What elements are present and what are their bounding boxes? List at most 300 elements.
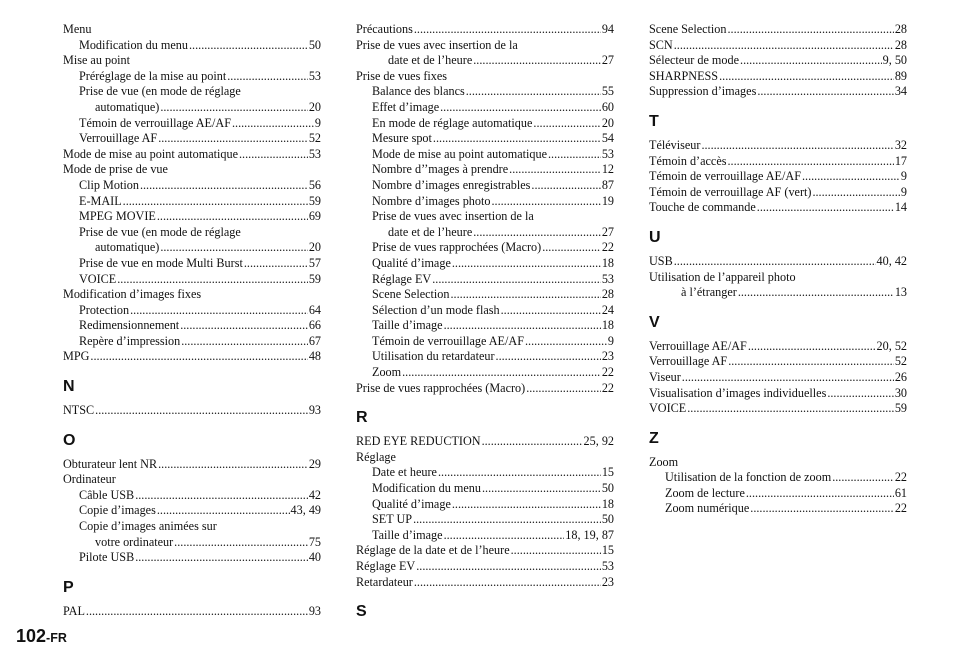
index-entry — [356, 209, 614, 225]
dot-leader — [414, 575, 601, 591]
index-entry-page: 67 — [308, 333, 321, 348]
index-entry-page: 89 — [894, 68, 907, 83]
index-letter-heading: T — [649, 112, 659, 130]
index-entry — [356, 178, 614, 194]
index-entry — [649, 69, 907, 85]
index-entry-page: 30 — [894, 385, 907, 400]
dot-leader — [728, 354, 894, 370]
index-entry — [649, 38, 907, 54]
index-entry-term: Effet d’image — [372, 99, 440, 114]
index-entry-term: Scene Selection — [372, 287, 450, 302]
dot-leader — [526, 381, 601, 397]
index-entry-term: Préréglage de la mise au point — [79, 68, 227, 83]
index-entry — [63, 403, 321, 419]
index-entry-page: 20 — [601, 115, 614, 130]
index-entry-page: 61 — [894, 485, 907, 500]
dot-leader — [239, 147, 308, 163]
dot-leader — [444, 318, 601, 334]
index-entry-term: Mesure spot — [372, 131, 432, 146]
index-entry-term: Modification du menu — [79, 37, 188, 52]
index-entry — [63, 604, 321, 620]
dot-leader — [135, 550, 308, 566]
index-entry — [356, 22, 614, 38]
index-entry-term: PAL — [63, 603, 85, 618]
index-entry — [63, 22, 321, 38]
index-entry-page: 50 — [601, 512, 614, 527]
index-entry — [649, 22, 907, 38]
dot-leader — [757, 84, 894, 100]
dot-leader — [140, 178, 308, 194]
index-entry — [63, 457, 321, 473]
dot-leader — [438, 465, 601, 481]
index-letter-heading: V — [649, 313, 660, 331]
index-entry-page: 50 — [601, 481, 614, 496]
index-entry-term: Mode de prise de vue — [63, 162, 168, 177]
dot-leader — [157, 503, 290, 519]
index-entry — [649, 53, 907, 69]
index-entry-term: date et de l’heure — [388, 53, 473, 68]
index-entry-term: Nombre d’images enregistrables — [372, 177, 531, 192]
dot-leader — [531, 178, 600, 194]
index-entry-term: NTSC — [63, 403, 95, 418]
index-entry-term: Verrouillage AF — [79, 131, 158, 146]
index-entry-page: 53 — [308, 68, 321, 83]
index-entry — [63, 178, 321, 194]
index-entry — [63, 116, 321, 132]
dot-leader — [440, 100, 601, 116]
dot-leader — [90, 349, 307, 365]
index-entry-page: 52 — [308, 131, 321, 146]
index-entry — [356, 147, 614, 163]
index-letter-heading: Z — [649, 429, 659, 447]
index-entry-term: MPG — [63, 349, 90, 364]
index-entry-page: 50 — [308, 37, 321, 52]
index-entry-page: 14 — [894, 200, 907, 215]
dot-leader — [414, 22, 601, 38]
index-entry-page: 34 — [894, 84, 907, 99]
index-entry — [649, 270, 907, 286]
index-letter-heading: O — [63, 431, 76, 449]
index-entry — [63, 334, 321, 350]
index-entry — [356, 38, 614, 54]
index-entry-term: Clip Motion — [79, 177, 139, 192]
index-entry — [63, 69, 321, 85]
dot-leader — [674, 254, 876, 270]
index-entry-page: 56 — [308, 177, 321, 192]
dot-leader — [728, 22, 894, 38]
index-entry — [63, 131, 321, 147]
index-entry-term: VOICE — [79, 271, 117, 286]
index-entry-term: Utilisation du retardateur — [372, 349, 495, 364]
index-entry-term: Prise de vues avec insertion de la — [372, 209, 534, 224]
index-entry — [63, 272, 321, 288]
dot-leader — [701, 138, 893, 154]
index-entry — [356, 116, 614, 132]
index-entry-page: 22 — [894, 501, 907, 516]
index-entry-page: 26 — [894, 369, 907, 384]
index-entry-term: Sélecteur de mode — [649, 53, 740, 68]
dot-leader — [501, 303, 601, 319]
index-entry-page: 18 — [601, 496, 614, 511]
index-entry — [356, 334, 614, 350]
index-entry-term: Nombre d’images photo — [372, 193, 491, 208]
index-entry — [63, 287, 321, 303]
index-entry-term: Mode de mise au point automatique — [63, 146, 238, 161]
index-column-2 — [356, 22, 614, 628]
index-entry — [63, 519, 321, 535]
dot-leader — [452, 497, 601, 513]
index-entry — [649, 200, 907, 216]
index-entry-page: 59 — [308, 193, 321, 208]
index-entry — [356, 194, 614, 210]
index-entry-term: Réglage de la date et de l’heure — [356, 543, 510, 558]
index-entry-term: Utilisation de la fonction de zoom — [665, 470, 832, 485]
index-entry-term: E-MAIL — [79, 193, 122, 208]
index-entry — [63, 225, 321, 241]
index-entry-term: Copie d’images animées sur — [79, 519, 217, 534]
index-entry-page: 59 — [308, 271, 321, 286]
index-entry-term: Menu — [63, 22, 92, 36]
index-entry-page: 12 — [601, 162, 614, 177]
index-entry-term: Pilote USB — [79, 550, 135, 565]
dot-leader — [719, 69, 894, 85]
dot-leader — [117, 272, 308, 288]
index-entry-term: Zoom numérique — [665, 501, 750, 516]
index-entry-page: 53 — [601, 146, 614, 161]
index-entry-page: 9, 50 — [882, 53, 907, 68]
index-entry-page: 28 — [894, 22, 907, 36]
index-entry — [649, 401, 907, 417]
index-entry-term: MPEG MOVIE — [79, 209, 156, 224]
index-entry-page: 40, 42 — [876, 253, 907, 268]
index-entry-term: automatique) — [95, 99, 160, 114]
index-entry-page: 87 — [601, 177, 614, 192]
index-entry-page: 23 — [601, 574, 614, 589]
index-entry — [649, 285, 907, 301]
index-entry-page: 23 — [601, 349, 614, 364]
index-entry — [356, 543, 614, 559]
index-entry-term: automatique) — [95, 240, 160, 255]
index-entry — [356, 100, 614, 116]
index-entry-page: 53 — [601, 559, 614, 573]
index-entry — [356, 450, 614, 466]
index-entry-term: Modification du menu — [372, 481, 481, 496]
index-entry-page: 53 — [308, 146, 321, 161]
index-entry-page: 43, 49 — [290, 503, 321, 518]
dot-leader — [135, 488, 308, 504]
index-entry — [649, 370, 907, 386]
index-entry-term: Mise au point — [63, 53, 131, 68]
dot-leader — [473, 225, 601, 241]
index-entry-term: En mode de réglage automatique — [372, 115, 533, 130]
index-entry — [649, 386, 907, 402]
dot-leader — [827, 386, 893, 402]
index-letter-heading: N — [63, 378, 75, 396]
index-entry-page: 66 — [308, 318, 321, 333]
index-entry-term: Qualité d’image — [372, 255, 451, 270]
index-entry-page: 9 — [900, 169, 907, 184]
index-entry-term: Balance des blancs — [372, 84, 465, 99]
dot-leader — [95, 403, 308, 419]
index-entry — [356, 53, 614, 69]
dot-leader — [174, 535, 308, 551]
index-entry-term: Témoin de verrouillage AE/AF — [372, 333, 524, 348]
index-entry-term: Témoin d’accès — [649, 153, 727, 168]
index-entry-page: 20 — [308, 240, 321, 255]
dot-leader — [832, 470, 894, 486]
dot-leader — [402, 365, 601, 381]
dot-leader — [740, 53, 882, 69]
index-entry — [356, 256, 614, 272]
dot-leader — [473, 53, 601, 69]
dot-leader — [548, 147, 601, 163]
page-number-value: 102 — [16, 626, 47, 646]
index-entry — [63, 53, 321, 69]
dot-leader — [533, 116, 600, 132]
index-entry-term: SET UP — [372, 512, 413, 527]
index-entry — [63, 209, 321, 225]
index-entry — [63, 147, 321, 163]
index-entry-term: Copie d’images — [79, 503, 156, 518]
index-entry — [356, 559, 614, 575]
index-entry-page: 18 — [601, 255, 614, 270]
index-entry-term: Verrouillage AE/AF — [649, 338, 747, 353]
index-entry-term: Suppression d’images — [649, 84, 757, 99]
dot-leader — [413, 512, 601, 528]
dot-leader — [746, 486, 894, 502]
index-entry — [356, 225, 614, 241]
dot-leader — [416, 559, 601, 575]
index-entry-term: Prise de vues rapprochées (Macro) — [372, 240, 542, 255]
index-entry-term: Modification d’images fixes — [63, 287, 202, 302]
index-entry-page: 29 — [308, 456, 321, 471]
index-entry-page: 64 — [308, 302, 321, 317]
dot-leader — [451, 287, 601, 303]
index-entry-term: Prise de vues rapprochées (Macro) — [356, 380, 526, 395]
dot-leader — [244, 256, 308, 272]
index-entry-page: 93 — [308, 403, 321, 418]
dot-leader — [158, 457, 308, 473]
index-entry-page: 24 — [601, 302, 614, 317]
index-entry-page: 20 — [308, 99, 321, 114]
index-entry — [356, 365, 614, 381]
dot-leader — [511, 543, 601, 559]
index-entry — [356, 131, 614, 147]
index-entry-page: 54 — [601, 131, 614, 146]
page-number-suffix: -FR — [46, 631, 67, 645]
dot-leader — [181, 334, 308, 350]
index-entry-page: 9 — [607, 333, 614, 348]
index-entry — [63, 349, 321, 365]
index-entry-term: Protection — [79, 302, 130, 317]
index-entry-page: 20, 52 — [876, 338, 907, 353]
index-entry — [649, 154, 907, 170]
index-entry-page: 53 — [601, 271, 614, 286]
dot-leader — [738, 285, 894, 301]
dot-leader — [158, 131, 308, 147]
index-entry-page: 27 — [601, 53, 614, 68]
index-entry-term: Réglage EV — [356, 559, 416, 573]
index-entry-term: RED EYE REDUCTION — [356, 434, 481, 449]
dot-leader — [482, 481, 601, 497]
dot-leader — [802, 169, 900, 185]
index-entry — [649, 138, 907, 154]
dot-leader — [482, 434, 583, 450]
index-entry — [356, 240, 614, 256]
dot-leader — [750, 501, 894, 517]
index-entry-term: Témoin de verrouillage AE/AF — [649, 169, 801, 184]
index-entry — [649, 254, 907, 270]
index-entry-page: 52 — [894, 354, 907, 369]
index-entry-page: 13 — [894, 285, 907, 300]
index-entry-term: Prise de vue en mode Multi Burst — [79, 255, 243, 270]
index-entry — [356, 465, 614, 481]
index-entry-page: 55 — [601, 84, 614, 99]
index-entry — [649, 501, 907, 517]
index-entry — [649, 470, 907, 486]
dot-leader — [432, 272, 601, 288]
index-entry — [649, 339, 907, 355]
index-entry-term: Câble USB — [79, 487, 135, 502]
index-entry-page: 48 — [308, 349, 321, 364]
dot-leader — [160, 240, 308, 256]
index-entry-term: Témoin de verrouillage AF (vert) — [649, 184, 812, 199]
index-entry — [356, 434, 614, 450]
index-entry — [356, 84, 614, 100]
index-entry — [63, 38, 321, 54]
index-entry-page: 22 — [601, 240, 614, 255]
index-entry-term: SHARPNESS — [649, 68, 719, 83]
index-entry-term: Retardateur — [356, 574, 413, 589]
index-entry-page: 75 — [308, 534, 321, 549]
dot-leader — [227, 69, 308, 85]
dot-leader — [674, 38, 894, 54]
index-entry — [356, 575, 614, 591]
index-entry-term: SCN — [649, 37, 673, 52]
dot-leader — [130, 303, 308, 319]
index-entry — [356, 162, 614, 178]
index-entry — [649, 455, 907, 471]
index-entry-page: 60 — [601, 99, 614, 114]
index-column-1 — [63, 22, 321, 619]
index-entry — [356, 303, 614, 319]
index-entry-term: Prise de vue (en mode de réglage — [79, 224, 241, 239]
index-entry-page: 19 — [601, 193, 614, 208]
dot-leader — [491, 194, 600, 210]
dot-leader — [444, 528, 565, 544]
index-entry — [63, 256, 321, 272]
index-entry-term: Prise de vue (en mode de réglage — [79, 84, 241, 99]
dot-leader — [466, 84, 601, 100]
index-entry-term: Précautions — [356, 22, 413, 36]
index-entry — [63, 84, 321, 100]
index-entry-term: Prise de vues avec insertion de la — [356, 37, 518, 52]
dot-leader — [542, 240, 601, 256]
index-entry — [649, 486, 907, 502]
index-entry-page: 18, 19, 87 — [565, 527, 614, 542]
index-entry — [649, 169, 907, 185]
index-entry-term: Réglage EV — [372, 271, 432, 286]
index-entry-term: Sélection d’un mode flash — [372, 302, 500, 317]
index-entry-term: Touche de commande — [649, 200, 756, 215]
index-entry-term: Nombre d’’mages à prendre — [372, 162, 509, 177]
index-entry-page: 28 — [894, 37, 907, 52]
dot-leader — [525, 334, 607, 350]
index-entry — [356, 287, 614, 303]
index-entry — [63, 100, 321, 116]
index-column-3 — [649, 22, 907, 517]
index-entry-page: 93 — [308, 603, 321, 618]
index-entry — [63, 240, 321, 256]
index-letter-heading: U — [649, 228, 661, 246]
index-entry-page: 32 — [894, 137, 907, 152]
index-entry-term: votre ordinateur — [95, 534, 174, 549]
index-entry — [649, 185, 907, 201]
index-entry-term: Taille d’image — [372, 527, 443, 542]
index-entry — [356, 272, 614, 288]
dot-leader — [687, 401, 894, 417]
index-entry-page: 22 — [601, 380, 614, 395]
dot-leader — [433, 131, 601, 147]
index-entry-term: Témoin de verrouillage AE/AF — [79, 115, 231, 130]
index-entry-page: 69 — [308, 209, 321, 224]
index-entry-page: 15 — [601, 465, 614, 480]
index-letter-heading: R — [356, 409, 368, 427]
index-entry-term: USB — [649, 253, 673, 268]
index-entry-page: 17 — [894, 153, 907, 168]
index-entry-page: 27 — [601, 224, 614, 239]
index-entry — [356, 318, 614, 334]
dot-leader — [682, 370, 894, 386]
index-entry-term: à l’étranger — [681, 285, 737, 300]
index-entry-page: 22 — [601, 365, 614, 380]
index-entry-term: Utilisation de l’appareil photo — [649, 269, 796, 284]
index-entry-term: Mode de mise au point automatique — [372, 146, 547, 161]
index-entry — [63, 503, 321, 519]
index-entry-page: 42 — [308, 487, 321, 502]
index-entry — [63, 535, 321, 551]
dot-leader — [160, 100, 308, 116]
index-entry — [649, 84, 907, 100]
index-entry-page: 25, 92 — [583, 434, 614, 449]
dot-leader — [757, 200, 894, 216]
index-entry — [356, 69, 614, 85]
index-entry — [63, 303, 321, 319]
index-entry-term: Redimensionnement — [79, 318, 180, 333]
index-entry-page: 94 — [601, 22, 614, 36]
index-entry — [63, 472, 321, 488]
index-entry — [63, 488, 321, 504]
index-entry-page: 59 — [894, 401, 907, 416]
index-entry-page: 57 — [308, 255, 321, 270]
dot-leader — [157, 209, 308, 225]
index-entry-term: Zoom de lecture — [665, 485, 745, 500]
index-entry-term: Scene Selection — [649, 22, 727, 36]
index-entry-term: Taille d’image — [372, 318, 443, 333]
index-entry-page: 9 — [900, 184, 907, 199]
index-entry-term: Zoom — [649, 454, 679, 469]
dot-leader — [232, 116, 314, 132]
index-entry-term: Visualisation d’images individuelles — [649, 385, 827, 400]
index-entry-term: Repère d’impression — [79, 333, 181, 348]
dot-leader — [748, 339, 876, 355]
index-entry-term: Prise de vues fixes — [356, 68, 448, 83]
dot-leader — [180, 318, 308, 334]
index-entry — [63, 162, 321, 178]
dot-leader — [86, 604, 308, 620]
index-entry — [356, 512, 614, 528]
index-entry-term: Réglage — [356, 449, 396, 464]
